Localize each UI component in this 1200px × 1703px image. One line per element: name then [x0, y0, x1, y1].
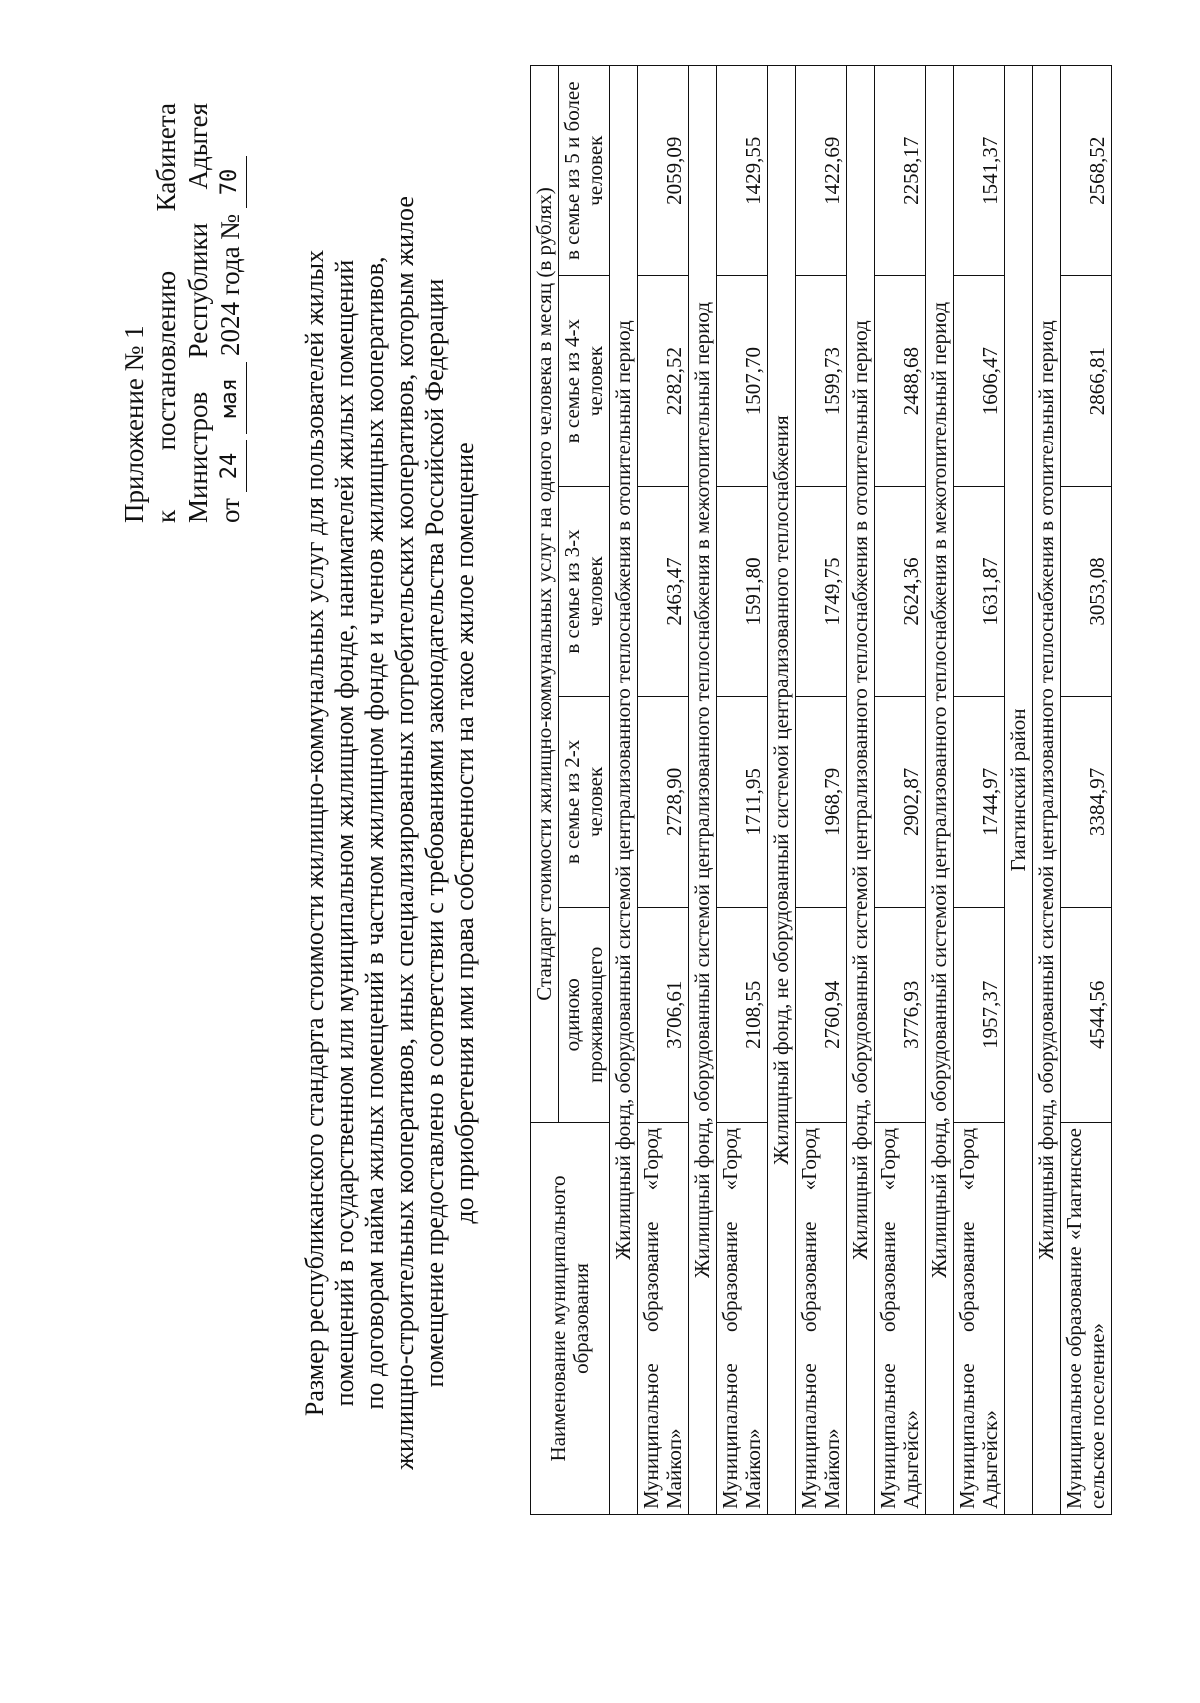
- section-row: [926, 66, 954, 1515]
- appendix-title: Приложение № 1: [119, 325, 149, 523]
- value-cell: 2624,36: [875, 486, 926, 696]
- district-title: Гиагинский район: [1005, 66, 1033, 1515]
- value-cell: 1749,75: [796, 486, 847, 696]
- table-row: [638, 66, 689, 1515]
- district-row: [1005, 66, 1033, 1515]
- value-cell: 2728,90: [638, 697, 689, 907]
- table-header-row: [531, 66, 559, 1515]
- value-cell: 2258,17: [875, 66, 926, 276]
- heading-line: помещений в государственном или муниципальном жилищном фонде, нанимателей жилых помещений: [330, 259, 359, 1407]
- column-header: в семье из 2-х человек: [559, 697, 610, 907]
- table-row: [796, 66, 847, 1515]
- appendix-text: от: [215, 498, 245, 523]
- heading-line: жилищно-строительных кооперативов, иных специализированных потребительских кооперативов, которым жилое: [390, 196, 419, 1470]
- appendix-text: постановлению: [151, 270, 181, 451]
- section-title: Жилищный фонд, оборудованный системой централизованного теплоснабжения в межотопительный период: [926, 66, 954, 1515]
- value-cell: 2568,52: [1061, 66, 1112, 276]
- appendix-text: к: [151, 509, 181, 523]
- section-row: [768, 66, 796, 1515]
- municipality-name: Муниципальное образование «Город Адыгейск»: [954, 1122, 1005, 1514]
- value-cell: 2760,94: [796, 907, 847, 1122]
- value-cell: 3053,08: [1061, 486, 1112, 696]
- date-month-field: мая: [214, 362, 247, 434]
- decree-number-field: 70: [214, 156, 247, 208]
- value-cell: 2902,87: [875, 697, 926, 907]
- municipality-name: Муниципальное образование «Город Майкоп»: [638, 1122, 689, 1514]
- value-cell: 1606,47: [954, 276, 1005, 486]
- section-row: [847, 66, 875, 1515]
- value-cell: 1968,79: [796, 697, 847, 907]
- appendix-text: Кабинета: [151, 103, 181, 212]
- column-header: в семье из 4-х человек: [559, 276, 610, 486]
- value-cell: 2463,47: [638, 486, 689, 696]
- value-cell: 2282,52: [638, 276, 689, 486]
- appendix-text: Республики: [183, 222, 213, 359]
- value-cell: 1507,70: [717, 276, 768, 486]
- heading-line: Размер республиканского стандарта стоимости жилищно-коммунальных услуг для пользователей жилых: [300, 249, 329, 1417]
- section-title: Жилищный фонд, оборудованный системой централизованного теплоснабжения в отопительный период: [847, 66, 875, 1515]
- column-header: в семье из 3-х человек: [559, 486, 610, 696]
- section-row: [610, 66, 638, 1515]
- column-header: одиноко проживающего: [559, 907, 610, 1122]
- heading-line: помещение предоставлено в соответствии с требованиями законодательства Российской Федерации: [420, 278, 449, 1388]
- date-day-field: 24: [214, 440, 247, 492]
- value-cell: 2866,81: [1061, 276, 1112, 486]
- column-header-municipality: Наименование муниципального образования: [531, 1122, 610, 1514]
- group-header: Стандарт стоимости жилищно-коммунальных услуг на одного человека в месяц (в рублях): [531, 66, 559, 1123]
- value-cell: 4544,56: [1061, 907, 1112, 1122]
- heading-line: до приобретения ими права собственности на такое жилое помещение: [450, 442, 479, 1224]
- appendix-text: 2024 года №: [215, 213, 245, 357]
- value-cell: 1422,69: [796, 66, 847, 276]
- section-title: Жилищный фонд, не оборудованный системой централизованного теплоснабжения: [768, 66, 796, 1515]
- table-row: [954, 66, 1005, 1515]
- value-cell: 1541,37: [954, 66, 1005, 276]
- value-cell: 2488,68: [875, 276, 926, 486]
- section-title: Жилищный фонд, оборудованный системой централизованного теплоснабжения в отопительный период: [1033, 66, 1061, 1515]
- value-cell: 3776,93: [875, 907, 926, 1122]
- table-row: [875, 66, 926, 1515]
- appendix-block: [118, 103, 247, 523]
- section-title: Жилищный фонд, оборудованный системой централизованного теплоснабжения в межотопительный период: [689, 66, 717, 1515]
- appendix-text: Министров: [183, 391, 213, 523]
- value-cell: 1429,55: [717, 66, 768, 276]
- section-row: [1033, 66, 1061, 1515]
- value-cell: 2108,55: [717, 907, 768, 1122]
- appendix-text: Адыгея: [183, 103, 213, 190]
- value-cell: 1957,37: [954, 907, 1005, 1122]
- table-row: [717, 66, 768, 1515]
- section-title: Жилищный фонд, оборудованный системой централизованного теплоснабжения в отопительный период: [610, 66, 638, 1515]
- heading-line: по договорам найма жилых помещений в частном жилищном фонде и членов жилищных кооперативов,: [360, 256, 389, 1410]
- section-row: [689, 66, 717, 1515]
- table-row: [1061, 66, 1112, 1515]
- municipality-name: Муниципальное образование «Город Майкоп»: [796, 1122, 847, 1514]
- cost-standard-table: [530, 65, 1112, 1515]
- municipality-name: Муниципальное образование «Гиагинское сельское поселение»: [1061, 1122, 1112, 1514]
- value-cell: 3706,61: [638, 907, 689, 1122]
- value-cell: 2059,09: [638, 66, 689, 276]
- value-cell: 1591,80: [717, 486, 768, 696]
- document-heading: [300, 123, 480, 1543]
- municipality-name: Муниципальное образование «Город Майкоп»: [717, 1122, 768, 1514]
- value-cell: 1744,97: [954, 697, 1005, 907]
- value-cell: 3384,97: [1061, 697, 1112, 907]
- municipality-name: Муниципальное образование «Город Адыгейск»: [875, 1122, 926, 1514]
- value-cell: 1631,87: [954, 486, 1005, 696]
- column-header: в семье из 5 и более человек: [559, 66, 610, 276]
- value-cell: 1599,73: [796, 276, 847, 486]
- value-cell: 1711,95: [717, 697, 768, 907]
